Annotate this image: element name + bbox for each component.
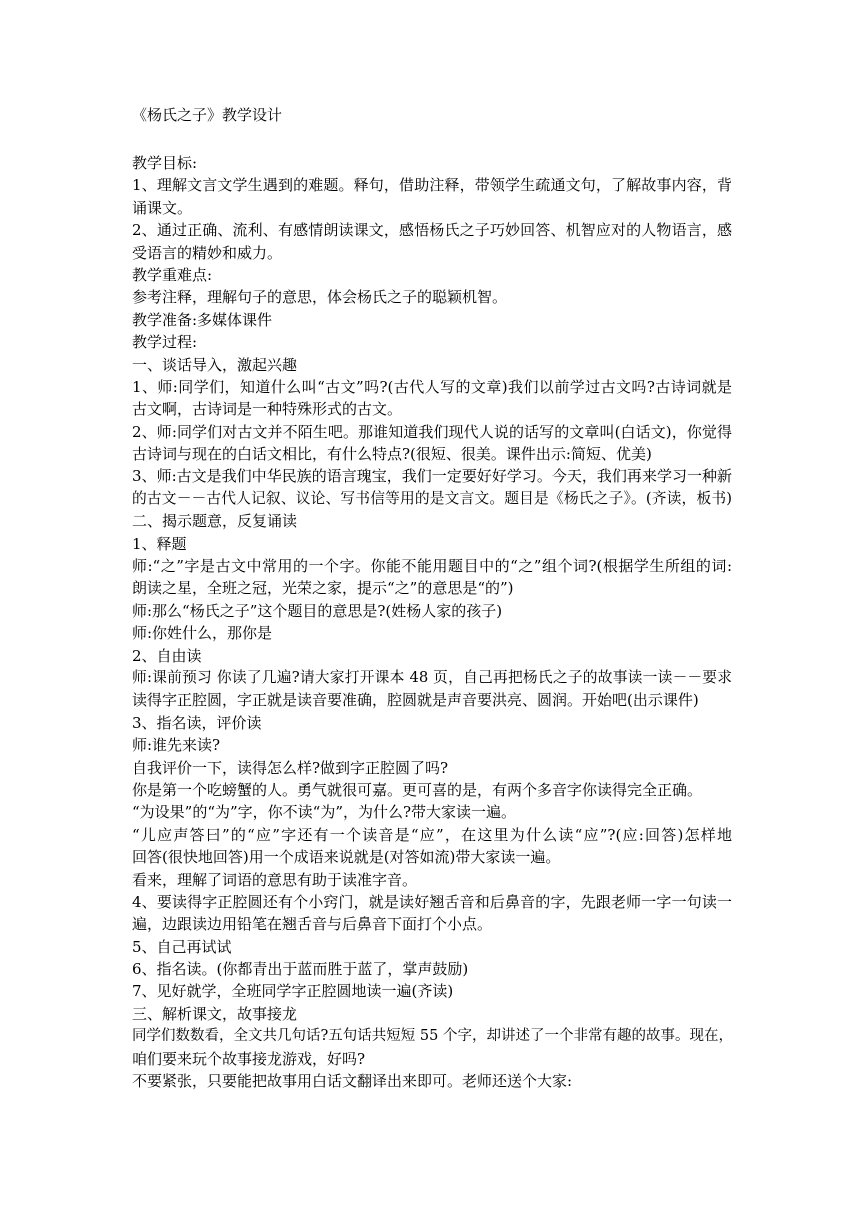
text-line: 2、自由读 xyxy=(132,646,202,665)
text-line: 3、指名读，评价读 xyxy=(132,713,262,732)
text-line: 师:那么“杨氏之子”这个题目的意思是?(姓杨人家的孩子) xyxy=(132,601,503,620)
text-line: 古诗词与现在的白话文相比，有什么特点?(很短、很美。课件出示:简短、优美) xyxy=(132,445,652,464)
text-line: 7、见好就学，全班同学字正腔圆地读一遍(齐读) xyxy=(132,982,454,1001)
text-line: 2、师:同学们对古文并不陌生吧。那谁知道我们现代人说的话写的文章叫(白话文)，你觉得 xyxy=(132,422,732,441)
text-line: 1、理解文言文学生遇到的难题。释句，借助注释，带领学生疏通文句，了解故事内容，背 xyxy=(132,176,732,195)
text-line: 咱们要来玩个故事接龙游戏，好吗? xyxy=(132,1049,366,1068)
text-line: 师:课前预习 你读了几遍?请大家打开课本 48 页，自己再把杨氏之子的故事读一读－－要求 xyxy=(132,668,732,686)
text-line: 参考注释，理解句子的意思，体会杨氏之子的聪颖机智。 xyxy=(132,288,508,307)
text-line: 教学目标: xyxy=(132,154,198,172)
text-line: 朗读之星，全班之冠，光荣之家，提示“之”的意思是“的”) xyxy=(132,579,514,598)
text-line: 读得字正腔圆，字正就是读音要准确，腔圆就是声音要洪亮、圆润。开始吧(出示课件) xyxy=(132,691,699,710)
text-line: 3、师:古文是我们中华民族的语言瑰宝，我们一定要好好学习。今天，我们再来学习一种新 xyxy=(132,467,732,486)
text-line: 师:谁先来读? xyxy=(132,736,221,755)
text-line: 5、自己再试试 xyxy=(132,937,232,956)
text-line: 教学准备:多媒体课件 xyxy=(132,310,273,329)
text-line: 师:你姓什么，那你是 xyxy=(132,624,273,643)
text-line: 4、要读得字正腔圆还有个小窍门，就是读好翘舌音和后鼻音的字，先跟老师一字一句读一 xyxy=(132,892,732,911)
text-line: 教学重难点: xyxy=(132,265,213,284)
text-line: 1、释题 xyxy=(132,534,187,553)
document-title: 《杨氏之子》教学设计 xyxy=(132,106,283,124)
text-line: 同学们数数看，全文共几句话?五句话共短短 55 个字，却讲述了一个非常有趣的故事。现在， xyxy=(132,1028,733,1045)
text-line: 教学过程: xyxy=(132,333,198,352)
text-line: 受语言的精妙和威力。 xyxy=(132,243,283,262)
text-line: “儿应声答曰”的“应”字还有一个读音是“应”，在这里为什么读“应”?(应:回答)怎样地 xyxy=(132,825,732,844)
text-line: 你是第一个吃螃蟹的人。勇气就很可嘉。更可喜的是，有两个多音字你读得完全正确。 xyxy=(132,780,703,799)
document-body xyxy=(132,152,732,1092)
text-line: 的古文－－古代人记叙、议论、写书信等用的是文言文。题目是《杨氏之子》。(齐读，板书) xyxy=(132,489,732,507)
text-line: 6、指名读。(你都青出于蓝而胜于蓝了，掌声鼓励) xyxy=(132,960,469,979)
text-line: 1、师:同学们，知道什么叫“古文”吗?(古代人写的文章)我们以前学过古文吗?古诗词就是 xyxy=(132,377,732,396)
text-line: 自我评价一下，读得怎么样?做到字正腔圆了吗? xyxy=(132,758,449,777)
text-line: 古文啊，古诗词是一种特殊形式的古文。 xyxy=(132,400,403,419)
text-line: 遍，边跟读边用铅笔在翘舌音与后鼻音下面打个小点。 xyxy=(132,915,493,934)
text-line: “为设果”的“为”字，你不读“为”，为什么?带大家读一遍。 xyxy=(132,803,517,822)
text-line: 师:“之”字是古文中常用的一个字。你能不能用题目中的“之”组个词?(根据学生所组的词: xyxy=(132,557,732,576)
text-line: 二、揭示题意，反复诵读 xyxy=(132,512,298,531)
text-line: 看来，理解了词语的意思有助于读准字音。 xyxy=(132,870,418,889)
text-line: 诵课文。 xyxy=(132,198,193,217)
text-line: 2、通过正确、流利、有感情朗读课文，感悟杨氏之子巧妙回答、机智应对的人物语言，感 xyxy=(132,221,732,240)
text-line: 不要紧张，只要能把故事用白话文翻译出来即可。老师还送个大家: xyxy=(132,1072,573,1091)
text-line: 一、谈话导入，激起兴趣 xyxy=(132,355,298,374)
text-line: 三、解析课文，故事接龙 xyxy=(132,1004,298,1023)
text-line: 回答(很快地回答)用一个成语来说就是(对答如流)带大家读一遍。 xyxy=(132,848,561,867)
